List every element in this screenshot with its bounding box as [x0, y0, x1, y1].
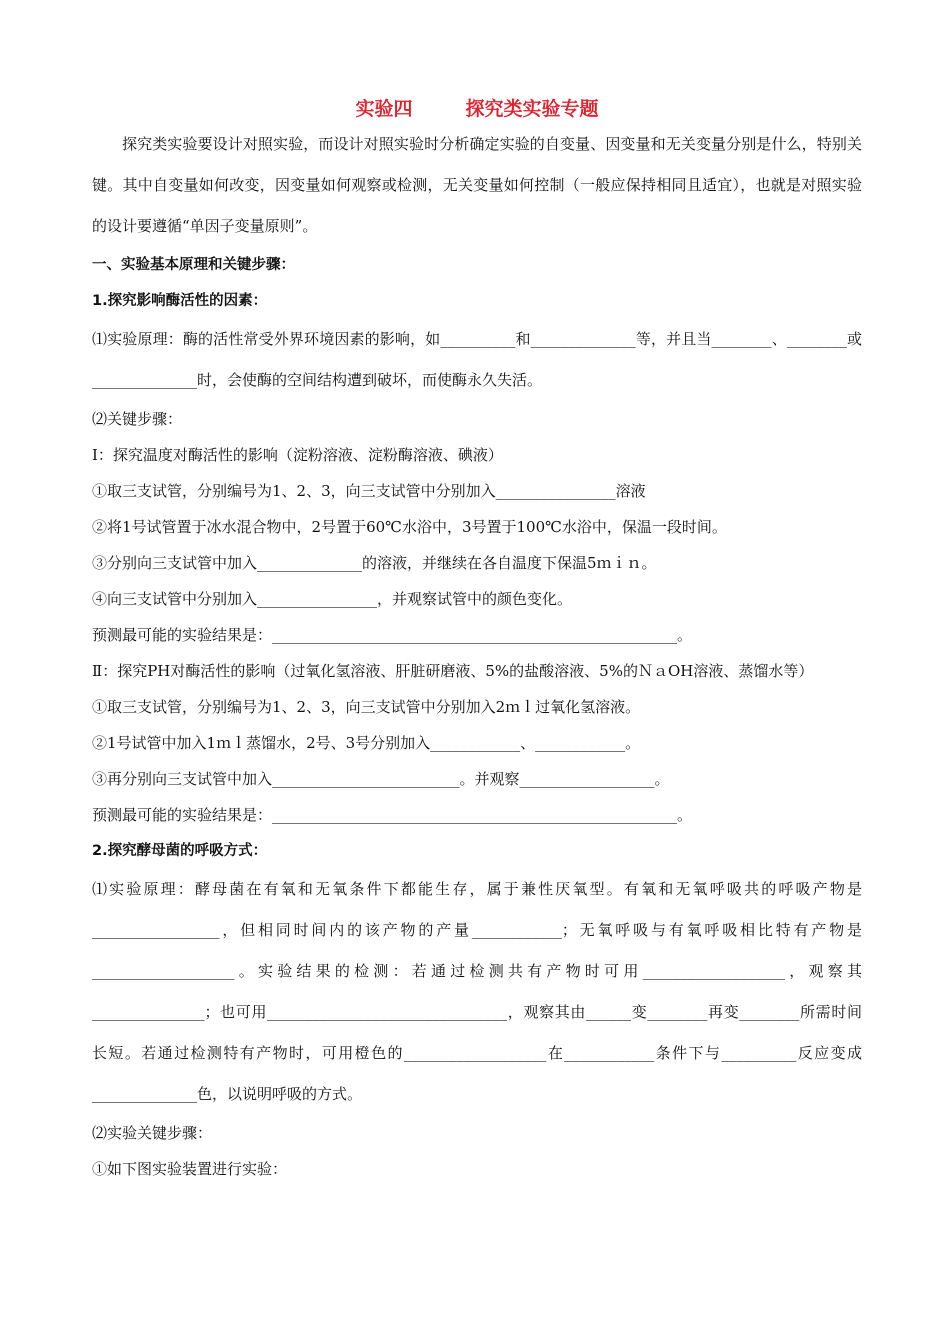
- part1-step3: ③分别向三支试管中加入______________的溶液，并继续在各自温度下保温5ｍｉｎ。: [92, 554, 657, 572]
- topic2-key-steps-label: ⑵实验关键步骤：: [92, 1124, 213, 1142]
- document-page: [92, 96, 862, 1187]
- page-title: 实验四 探究类实验专题: [355, 98, 599, 120]
- part2-prediction: 预测最可能的实验结果是：______________________________________________________。: [92, 806, 693, 824]
- topic1-principle: ⑴实验原理：酶的活性常受外界环境因素的影响，如__________和______________等，并且当________、________或______________时，会使酶的空间结构遭到破坏，而使酶永久失活。: [92, 330, 862, 389]
- part1-step2: ②将1号试管置于冰水混合物中，2号置于60℃水浴中，3号置于100℃水浴中，保温一段时间。: [92, 518, 727, 536]
- part2-label: Ⅱ：探究PH对酶活性的影响（过氧化氢溶液、肝脏研磨液、5%的盐酸溶液、5%的ＮａOH溶液、蒸馏水等）: [92, 662, 814, 680]
- topic1-heading: 1.探究影响酶活性的因素：: [92, 293, 268, 309]
- part1-step4: ④向三支试管中分别加入________________，并观察试管中的颜色变化。: [92, 590, 573, 608]
- topic2-step1: ①如下图实验装置进行实验：: [92, 1160, 288, 1178]
- intro-paragraph: 探究类实验要设计对照实验，而设计对照实验时分析确定实验的自变量、因变量和无关变量分别是什么，特别关键。其中自变量如何改变，因变量如何观察或检测，无关变量如何控制（一般应保持相同且适宜），也就是对照实验的设计要遵循“单因子变量原则”。: [92, 135, 862, 235]
- part1-step1: ①取三支试管，分别编号为1、2、3，向三支试管中分别加入________________溶液: [92, 482, 646, 500]
- part1-label: Ⅰ：探究温度对酶活性的影响（淀粉溶液、淀粉酶溶液、碘液）: [92, 446, 503, 464]
- section-heading: 一、实验基本原理和关键步骤：: [92, 257, 295, 273]
- part2-step3: ③再分别向三支试管中加入_________________________。并观察__________________。: [92, 770, 670, 788]
- part2-step2: ②1号试管中加入1ｍｌ蒸馏水，2号、3号分别加入____________、____________。: [92, 734, 641, 752]
- part2-step1: ①取三支试管，分别编号为1、2、3，向三支试管中分别加入2ｍｌ过氧化氢溶液。: [92, 698, 641, 716]
- topic2-heading: 2.探究酵母菌的呼吸方式：: [92, 843, 268, 859]
- part1-prediction: 预测最可能的实验结果是：______________________________________________________。: [92, 626, 693, 644]
- topic1-key-steps-label: ⑵关键步骤：: [92, 410, 183, 428]
- topic2-principle: ⑴实验原理：酵母菌在有氧和无氧条件下都能生存，属于兼性厌氧型。有氧和无氧呼吸共的呼吸产物是_________________，但相同时间内的该产物的产量____________；无氧呼吸与有氧呼吸相比特有产物是___________________。实验结果的检测：若通过检测共有产物时可用___________________，观察其_______________；也可用________________________________，观察其由______变________再变________所需时间长短。若通过检测特有产物时，可用橙色的___________________在____________条件下与__________反应变成______________色，以说明呼吸的方式。: [92, 880, 862, 1103]
